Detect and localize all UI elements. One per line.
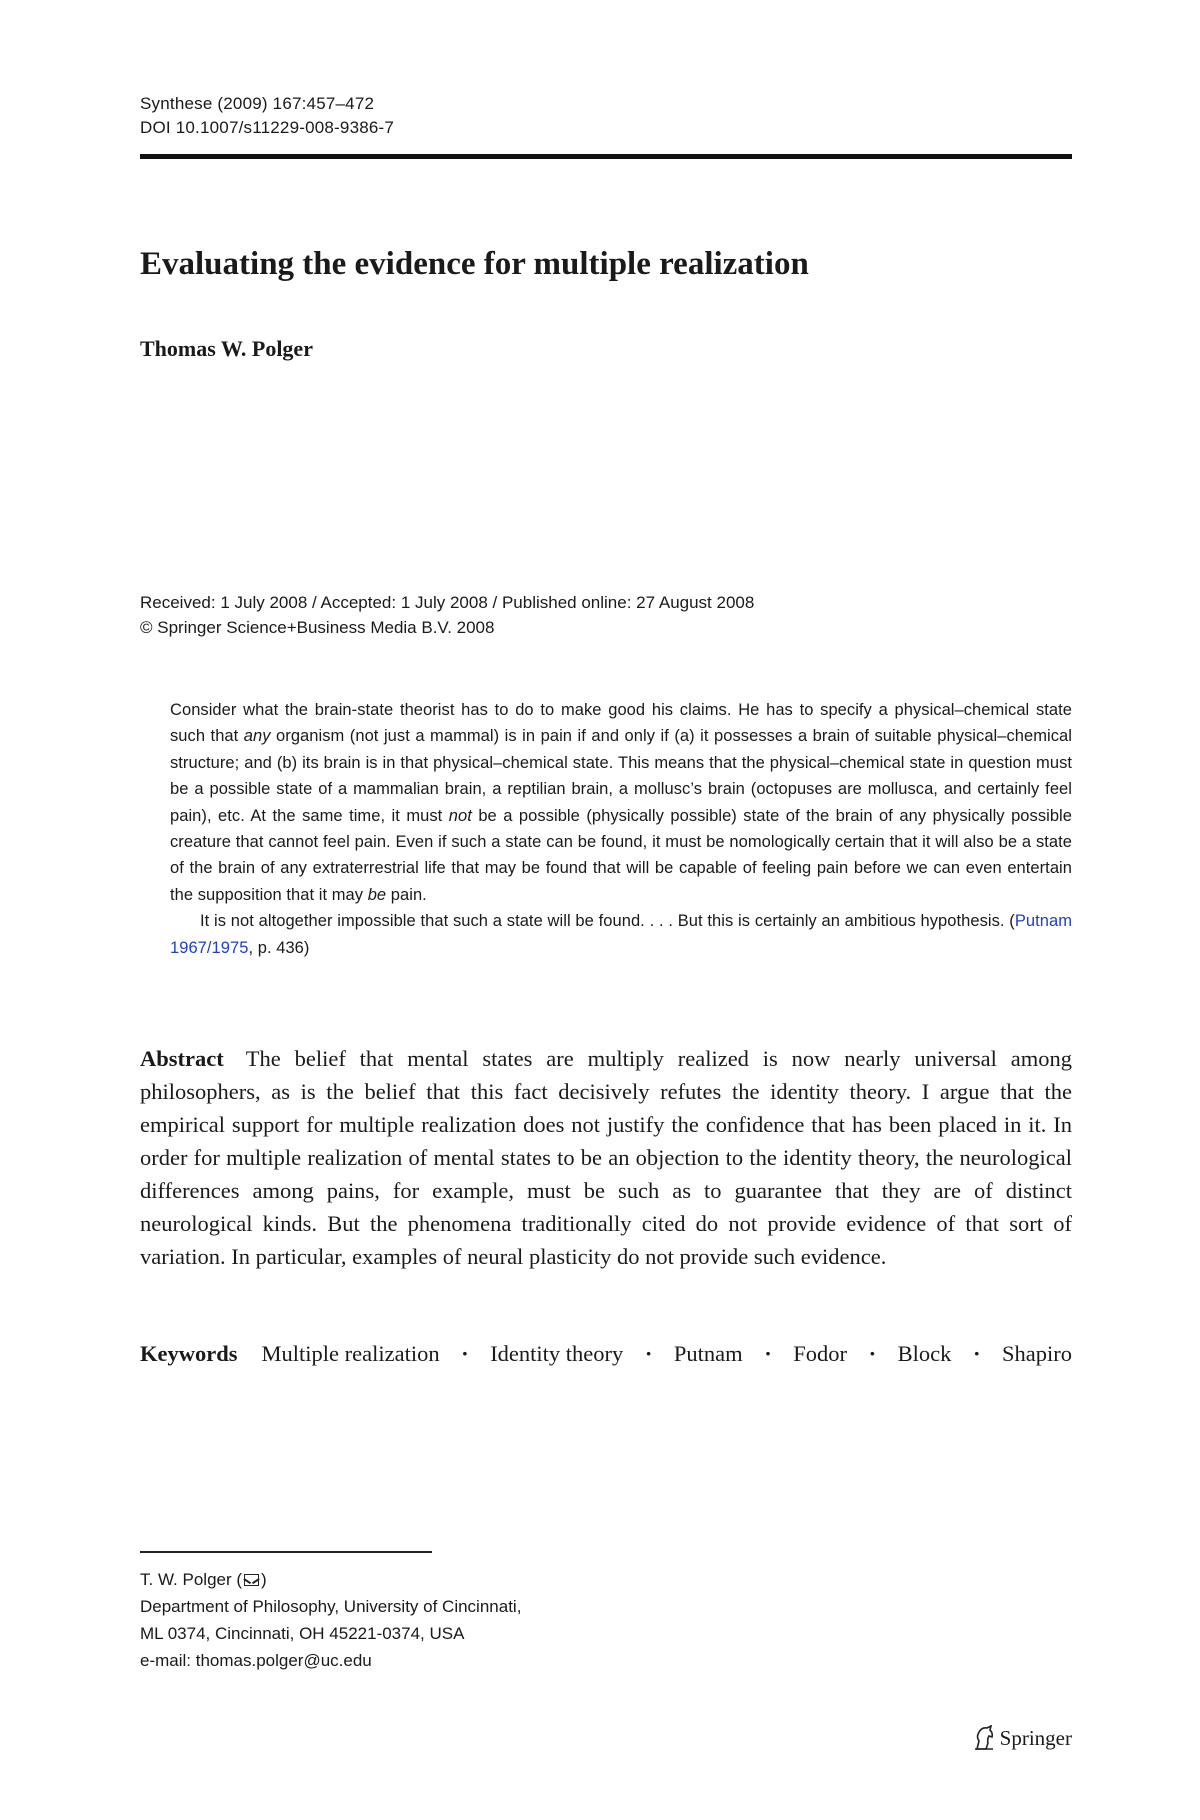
- doi: DOI 10.1007/s11229-008-9386-7: [140, 118, 395, 137]
- author-name: Thomas W. Polger: [140, 336, 313, 361]
- author-affiliation: [140, 1566, 521, 1674]
- keyword-separator: ·: [764, 1341, 772, 1366]
- keyword: Fodor: [793, 1341, 848, 1366]
- publication-history: [140, 590, 754, 640]
- email-address[interactable]: e-mail: thomas.polger@uc.edu: [140, 1651, 372, 1670]
- publisher-logo: [972, 1725, 1072, 1751]
- keyword-separator: ·: [461, 1341, 469, 1366]
- copyright-line: © Springer Science+Business Media B.V. 2008: [140, 618, 495, 637]
- keyword: Putnam: [673, 1341, 743, 1366]
- abstract-section: [140, 1042, 1072, 1273]
- footnote-rule: [140, 1551, 432, 1553]
- emphasis-be: be: [367, 885, 387, 904]
- epigraph-paragraph-1: Consider what the brain-state theorist has to do to make good his claims. He has to specify a physical–chemical state such that any organism (not just a mammal) is in pain if and only if (a) it possesses a brain of suitable physical–chemical structure; and (b) its brain is in that physical–chemical state. This means that the physical–chemical state in question must be a possible state of a mammalian brain, a reptilian brain, a mollusc’s brain (octopuses are mollusca, and certainly feel pain), etc. At the same time, it must not be a possible (physically possible) state of the brain of any physically possible creature that cannot feel pain. Even if such a state can be found, it must be nomologically certain that it will also be a state of the brain of any extraterrestrial life that may be found that will be capable of feeling pain before we can even entertain the supposition that it may be pain.: [170, 701, 1073, 904]
- abstract-text: The belief that mental states are multiply realized is now nearly universal among philosophers, as is the belief that this fact decisively refutes the identity theory. I argue that the empirical support for multiple realization does not justify the confidence that has been placed in it. In order for multiple realization of mental states to be an objection to the identity theory, the neurological differences among pains, for example, must be such as to guarantee that they are of distinct neurological kinds. But the phenomena traditionally cited do not provide evidence of that sort of variation. In particular, examples of neural plasticity do not provide such evidence.: [140, 1046, 1072, 1269]
- journal-header: [140, 92, 394, 140]
- address: ML 0374, Cincinnati, OH 45221-0374, USA: [140, 1624, 465, 1643]
- epigraph-paragraph-2: It is not altogether impossible that such a state will be found. . . . But this is certainly an ambitious hypothesis. (Putnam 1967/1975, p. 436): [170, 912, 1072, 957]
- keyword-separator: ·: [868, 1341, 877, 1366]
- keyword: Multiple realization: [261, 1341, 440, 1366]
- header-rule: [140, 154, 1072, 159]
- abstract-label: Abstract: [140, 1046, 224, 1071]
- history-dates: Received: 1 July 2008 / Accepted: 1 July 2008 / Published online: 27 August 2008: [140, 593, 755, 612]
- envelope-icon: [244, 1574, 259, 1586]
- paper-page: [140, 0, 1072, 1820]
- springer-horse-icon: [972, 1725, 996, 1751]
- keyword-separator: ·: [972, 1341, 981, 1366]
- keyword: Shapiro: [1002, 1341, 1072, 1366]
- keyword: Identity theory: [490, 1341, 624, 1366]
- publisher-name: Springer: [999, 1725, 1072, 1750]
- keyword: Block: [897, 1341, 952, 1366]
- keyword-separator: ·: [644, 1341, 653, 1366]
- keywords-label: Keywords: [140, 1341, 238, 1366]
- epigraph-quote: [170, 697, 1072, 961]
- citation-link-putnam[interactable]: Putnam 1967/1975: [170, 912, 1072, 957]
- corresponding-author: T. W. Polger ( ): [140, 1570, 267, 1589]
- paper-title: Evaluating the evidence for multiple realization: [140, 246, 809, 282]
- emphasis-not: not: [448, 806, 472, 825]
- journal-citation: Synthese (2009) 167:457–472: [140, 94, 375, 113]
- keywords-section: [140, 1338, 1072, 1370]
- keywords-list: [262, 1338, 1073, 1370]
- emphasis-any: any: [243, 727, 271, 746]
- department: Department of Philosophy, University of Cincinnati,: [140, 1597, 522, 1616]
